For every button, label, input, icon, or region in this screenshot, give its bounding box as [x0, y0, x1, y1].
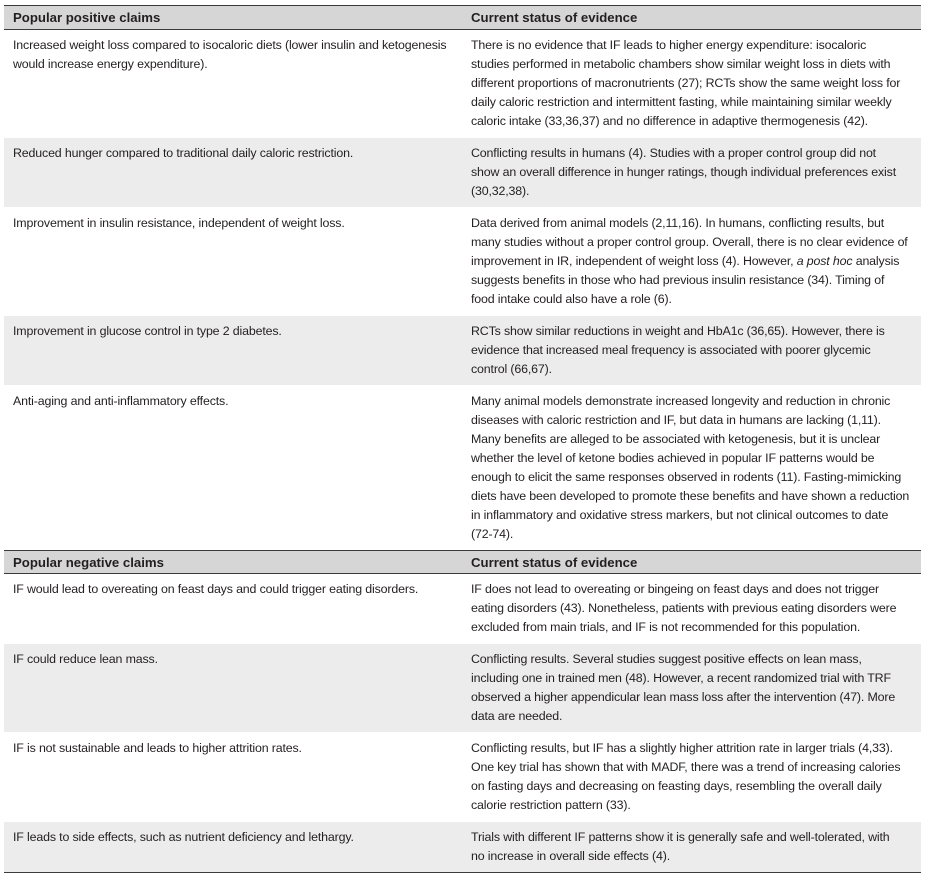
table-row	[4, 643, 921, 732]
evidence-table	[4, 5, 921, 873]
evidence-cell: IF does not lead to overeating or bingeing on feast days and does not trigger eating disorders (43). Nonetheless, patients with previous eating disorders were excluded from main trials, and IF is not recommended for this population.	[471, 582, 897, 634]
positive-claims-header: Popular positive claims	[13, 10, 161, 25]
claim-cell: IF would lead to overeating on feast days and could trigger eating disorders.	[13, 582, 419, 596]
negative-claims-header: Popular negative claims	[13, 555, 164, 570]
table-row	[4, 30, 921, 137]
claim-cell: Anti-aging and anti-inflammatory effects.	[13, 394, 229, 408]
evidence-cell: Conflicting results in humans (4). Studies with a proper control group did not show an overall difference in hunger ratings, though individual preferences exist (30,32,38).	[471, 146, 897, 198]
claim-cell: Improvement in glucose control in type 2 diabetes.	[13, 324, 282, 338]
evidence-status-header: Current status of evidence	[471, 555, 638, 570]
evidence-italic-text: a post hoc	[796, 254, 853, 268]
evidence-cell	[462, 208, 921, 315]
positive-claims-header-row	[4, 6, 921, 30]
table-row	[4, 207, 921, 315]
evidence-cell: Conflicting results. Several studies suggest positive effects on lean mass, including one in trained men (48). However, a recent randomized trial with TRF observed a higher appendicular lean mass loss after the intervention (47). More data are needed.	[471, 652, 896, 723]
table-row	[4, 821, 921, 872]
table-row	[4, 137, 921, 207]
table-row	[4, 732, 921, 821]
evidence-cell: RCTs show similar reductions in weight and HbA1c (36,65). However, there is evidence that increased meal frequency is associated with poorer glycemic control (66,67).	[471, 324, 885, 376]
evidence-text: analysis suggests benefits in those who had previous insulin resistance (34). Timing of food intake could also have a role (6).	[471, 254, 900, 306]
claim-cell: Improvement in insulin resistance, independent of weight loss.	[13, 216, 345, 230]
table-row	[4, 574, 921, 643]
claim-cell: Increased weight loss compared to isocaloric diets (lower insulin and ketogenesis would increase energy expenditure).	[13, 38, 447, 71]
evidence-status-header: Current status of evidence	[471, 10, 638, 25]
evidence-cell: There is no evidence that IF leads to higher energy expenditure: isocaloric studies performed in metabolic chambers show similar weight loss in diets with different proportions of macronutrients (27); RCTs show the same weight loss for daily caloric restriction and intermittent fasting, while maintaining similar weekly caloric intake (33,36,37) and no difference in adaptive thermogenesis (42).	[471, 38, 901, 128]
evidence-text: Data derived from animal models (2,11,16). In humans, conflicting results, but many studies without a proper control group. Overall, there is no clear evidence of improvement in IR, independent of weight loss (4). However,	[471, 216, 908, 268]
claim-cell: Reduced hunger compared to traditional daily caloric restriction.	[13, 146, 354, 160]
negative-claims-header-row	[4, 550, 921, 574]
evidence-cell: Many animal models demonstrate increased longevity and reduction in chronic diseases with caloric restriction and IF, but data in humans are lacking (1,11). Many benefits are alleged to be associated with ketogenesis, but it is unclear whether the level of ketone bodies achieved in popular IF patterns would be enough to elicit the same responses observed in rodents (11). Fasting-mimicking diets have been developed to promote these benefits and have shown a reduction in inflammatory and oxidative stress markers, but not clinical outcomes to date (72-74).	[471, 394, 910, 541]
evidence-cell: Conflicting results, but IF has a slightly higher attrition rate in larger trials (4,33). One key trial has shown that with MADF, there was a trend of increasing calories on fasting days and decreasing on feasting days, resembling the overall daily calorie restriction pattern (33).	[471, 741, 901, 812]
claim-cell: IF could reduce lean mass.	[13, 652, 158, 666]
table-row	[4, 385, 921, 550]
claim-cell: IF leads to side effects, such as nutrient deficiency and lethargy.	[13, 830, 354, 844]
evidence-cell: Trials with different IF patterns show it is generally safe and well-tolerated, with no increase in overall side effects (4).	[471, 830, 890, 863]
claim-cell: IF is not sustainable and leads to higher attrition rates.	[13, 741, 302, 755]
table-row	[4, 315, 921, 385]
